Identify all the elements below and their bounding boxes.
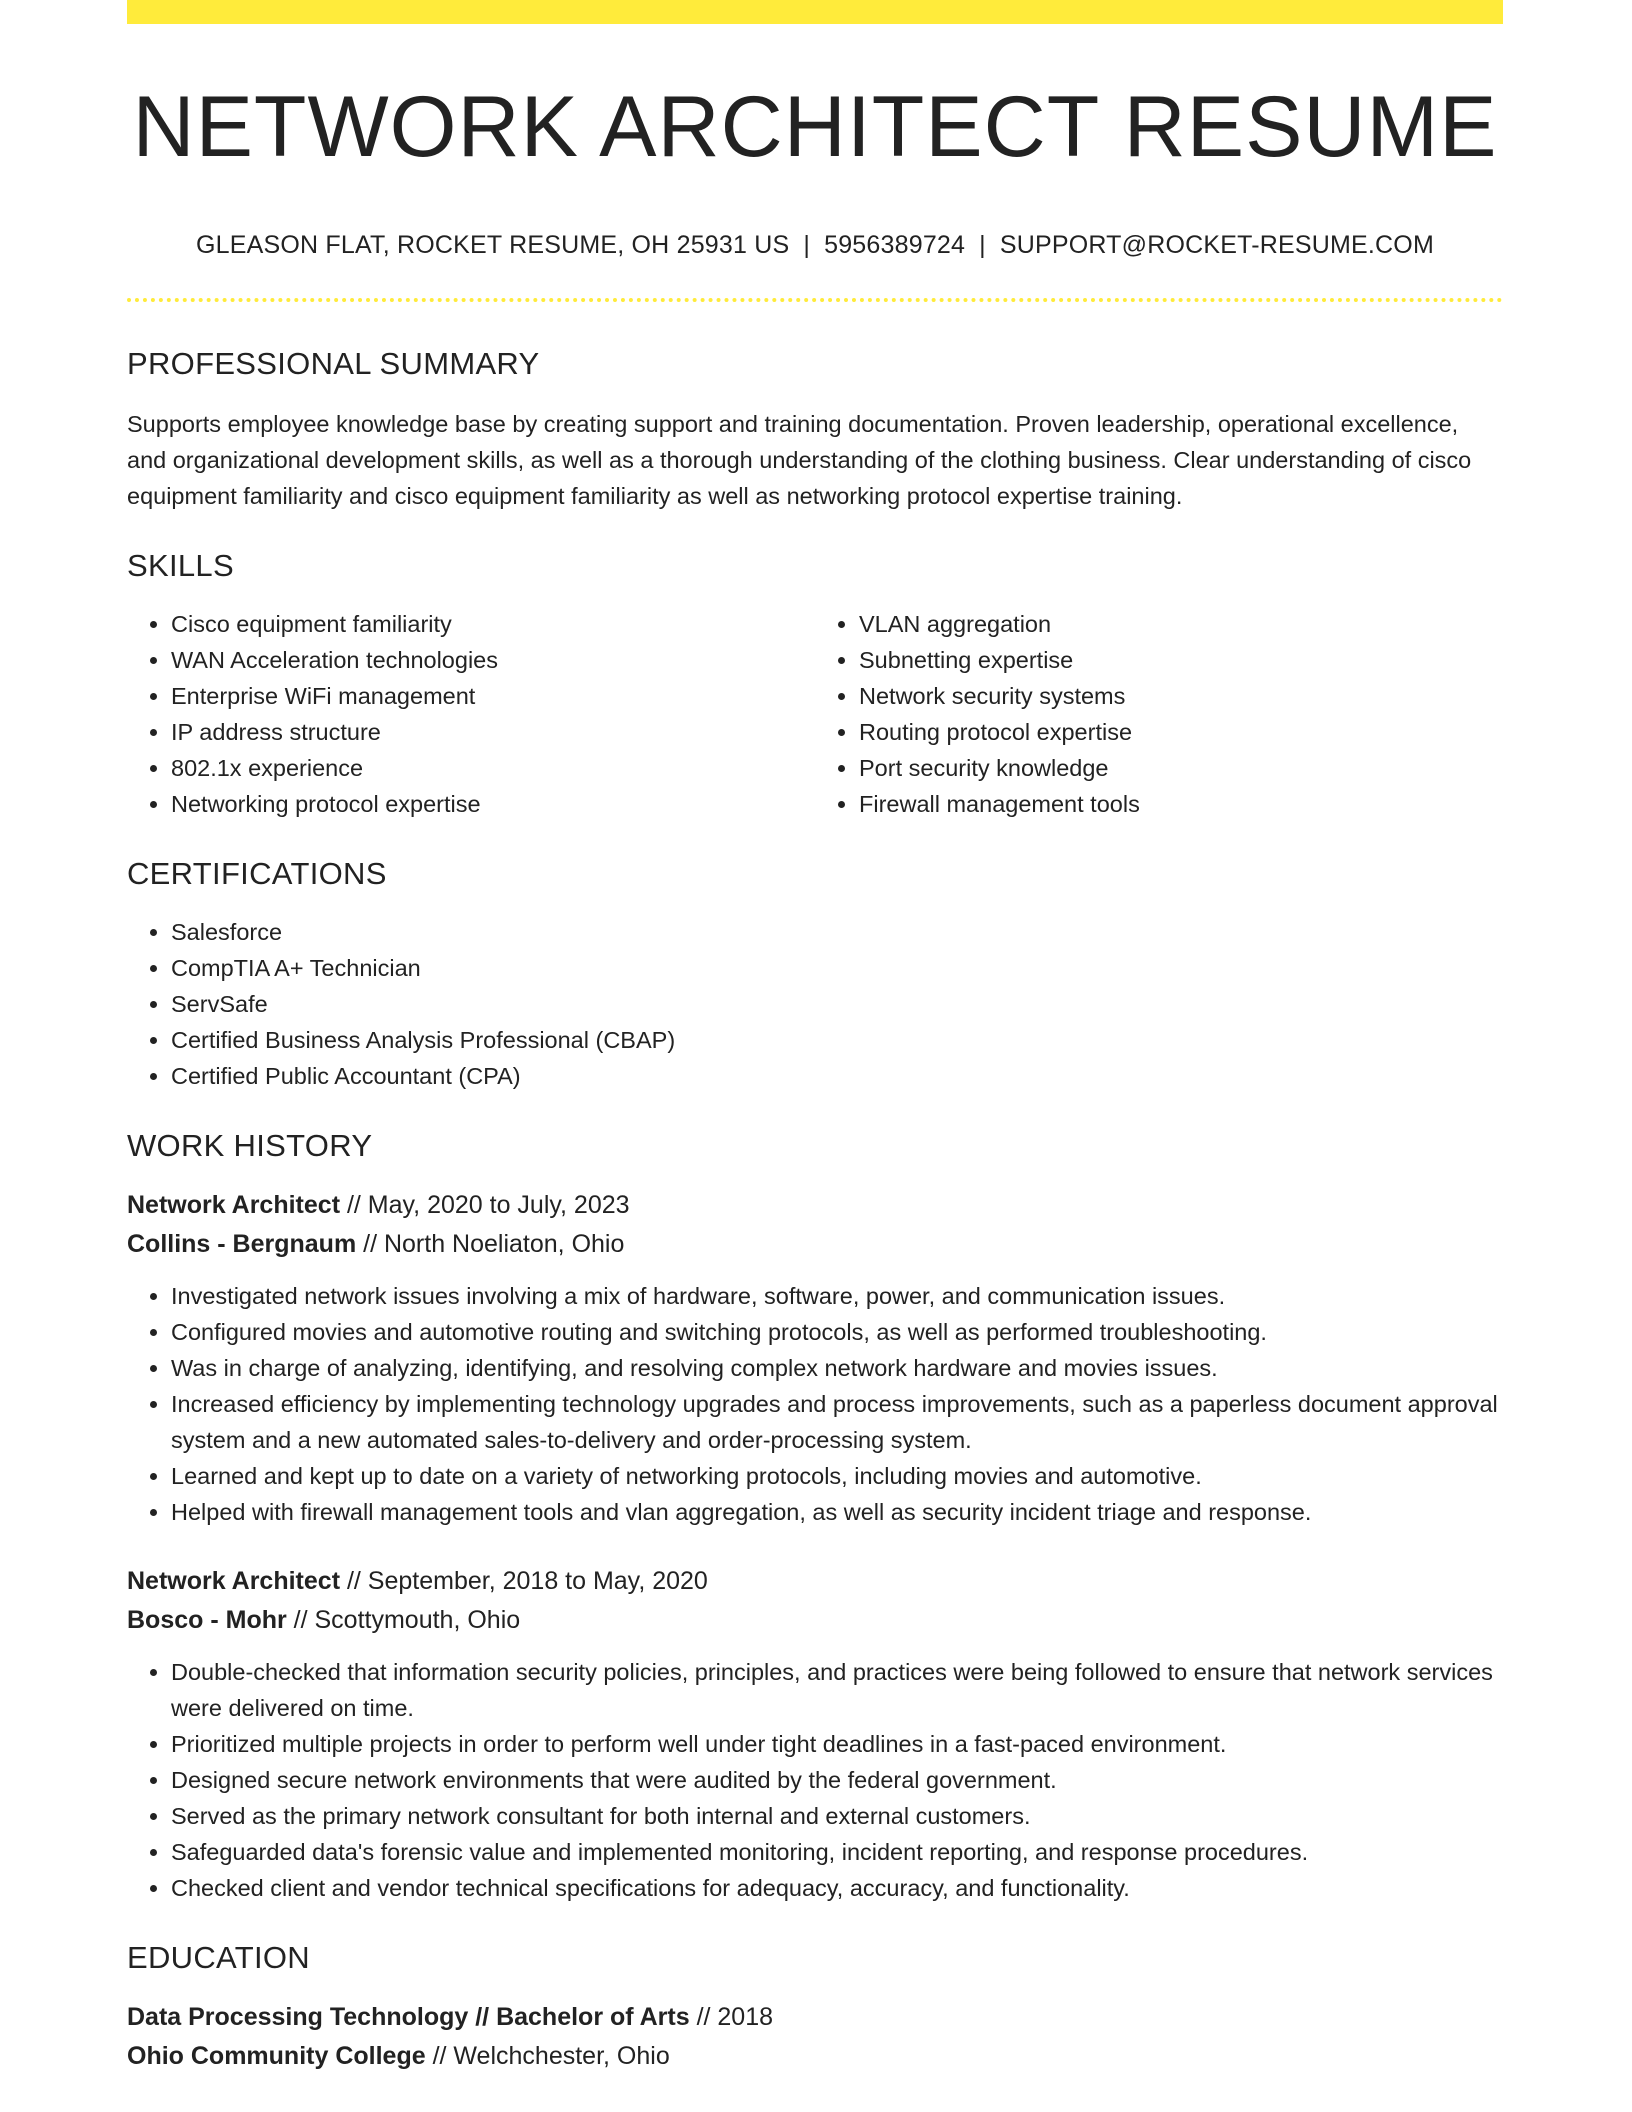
job-bullet: • Double-checked that information security policies, principles, and practices were being followed to ensure that network services were delivered on time. [171,1654,1503,1726]
job-bullet: • Designed secure network environments that were audited by the federal government. [171,1762,1503,1798]
skill-item: • Firewall management tools [859,786,1503,822]
skill-item: • WAN Acceleration technologies [171,642,815,678]
job-location: // North Noeliaton, Ohio [356,1229,625,1258]
certifications-list [127,914,1503,1094]
job-company-line [127,1601,1503,1640]
section-title-summary: PROFESSIONAL SUMMARY [127,345,540,381]
education-school-line [127,2037,1503,2076]
job-company: Collins - Bergnaum [127,1229,357,1258]
section-title-skills: SKILLS [127,547,234,583]
skills-list-right [815,606,1503,822]
skill-item: • Network security systems [859,678,1503,714]
education-school: Ohio Community College [127,2041,426,2070]
job-entry [127,1186,1503,1530]
contact-phone: 5956389724 [824,230,966,259]
resume-page [127,0,1503,2076]
job-location: // Scottymouth, Ohio [286,1605,521,1634]
skill-item: • VLAN aggregation [859,606,1503,642]
job-bullet: • Increased efficiency by implementing technology upgrades and process improvements, such as a paperless document approval system and a new automated sales-to-delivery and order-processing system. [171,1386,1503,1458]
certification-item: • ServSafe [171,986,1503,1022]
skill-item: • IP address structure [171,714,815,750]
skill-item: • Port security knowledge [859,750,1503,786]
contact-address: GLEASON FLAT, ROCKET RESUME, OH 25931 US [196,230,790,259]
certification-item: • Salesforce [171,914,1503,950]
job-role-line [127,1562,1503,1601]
job-company: Bosco - Mohr [127,1605,287,1634]
job-dates: // May, 2020 to July, 2023 [340,1190,630,1219]
certification-item: • Certified Public Accountant (CPA) [171,1058,1503,1094]
job-bullet-list [127,1654,1503,1906]
skill-item: • Enterprise WiFi management [171,678,815,714]
certification-item: • CompTIA A+ Technician [171,950,1503,986]
dotted-divider [127,298,1503,302]
skill-item: • Subnetting expertise [859,642,1503,678]
section-title-certifications: CERTIFICATIONS [127,855,387,891]
contact-line [127,231,1503,260]
skills-columns [127,606,1503,822]
job-bullet: • Learned and kept up to date on a variety of networking protocols, including movies and automotive. [171,1458,1503,1494]
resume-title: NETWORK ARCHITECT RESUME [132,79,1498,175]
skill-item: • Networking protocol expertise [171,786,815,822]
job-dates: // September, 2018 to May, 2020 [340,1566,708,1595]
job-role-line [127,1186,1503,1225]
job-bullet: • Investigated network issues involving a mix of hardware, software, power, and communication issues. [171,1278,1503,1314]
education-degree-line [127,1998,1503,2037]
job-bullet: • Configured movies and automotive routing and switching protocols, as well as performed troubleshooting. [171,1314,1503,1350]
top-accent-bar [127,0,1503,24]
job-bullet: • Was in charge of analyzing, identifying, and resolving complex network hardware and movies issues. [171,1350,1503,1386]
job-company-line [127,1225,1503,1264]
job-role: Network Architect [127,1566,341,1595]
contact-email: SUPPORT@ROCKET-RESUME.COM [999,230,1434,259]
job-bullet: • Prioritized multiple projects in order to perform well under tight deadlines in a fast-paced environment. [171,1726,1503,1762]
job-bullet: • Checked client and vendor technical specifications for adequacy, accuracy, and functionality. [171,1870,1503,1906]
education-entry [127,1998,1503,2076]
skills-list-left [127,606,815,822]
section-title-work-history: WORK HISTORY [127,1127,373,1163]
skill-item: • Routing protocol expertise [859,714,1503,750]
education-year: // 2018 [689,2002,774,2031]
job-role: Network Architect [127,1190,341,1219]
contact-separator: | [979,230,986,259]
job-bullet: • Helped with firewall management tools and vlan aggregation, as well as security incident triage and response. [171,1494,1503,1530]
education-location: // Welchchester, Ohio [425,2041,670,2070]
education-degree: Data Processing Technology // Bachelor of Arts [127,2002,690,2031]
section-title-education: EDUCATION [127,1939,310,1975]
skill-item: • Cisco equipment familiarity [171,606,815,642]
skill-item: • 802.1x experience [171,750,815,786]
certification-item: • Certified Business Analysis Professional (CBAP) [171,1022,1503,1058]
job-bullet-list [127,1278,1503,1530]
contact-separator: | [803,230,811,259]
summary-text: Supports employee knowledge base by creating support and training documentation. Proven leadership, operational excellence, and organizational development skills, as well as a thorough understanding of the clothing business. Clear understanding of cisco equipment familiarity and cisco equipment familiarity as well as networking protocol expertise training. [127,410,1472,509]
job-entry [127,1562,1503,1906]
job-bullet: • Safeguarded data's forensic value and implemented monitoring, incident reporting, and response procedures. [171,1834,1503,1870]
job-bullet: • Served as the primary network consultant for both internal and external customers. [171,1798,1503,1834]
